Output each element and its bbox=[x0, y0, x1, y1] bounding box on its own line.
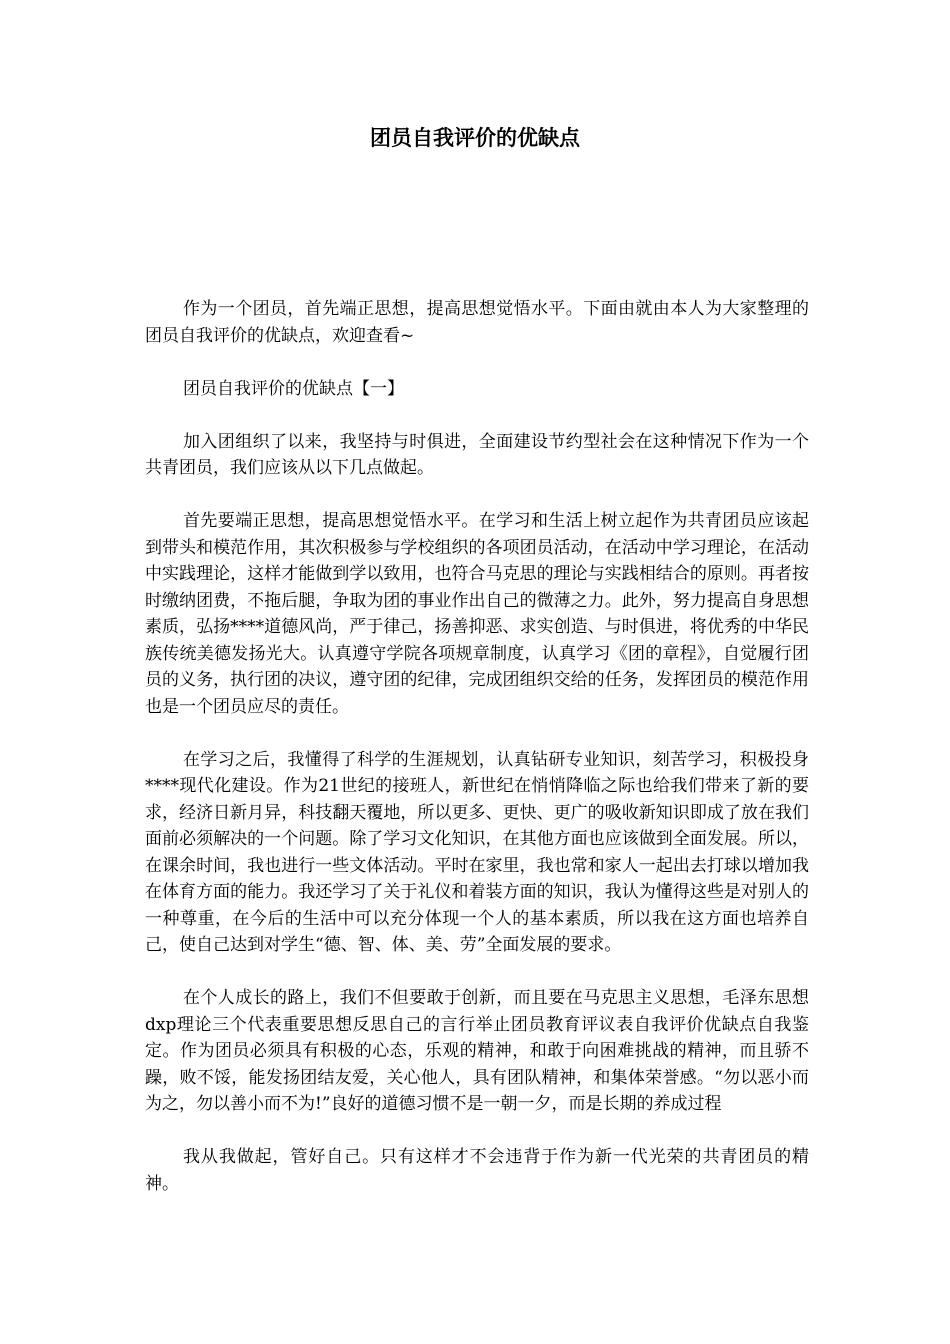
document-title: 团员自我评价的优缺点 bbox=[370, 126, 580, 150]
document-body bbox=[145, 296, 809, 1224]
intro-paragraph: 作为一个团员，首先端正思想，提高思想觉悟水平。下面由就由本人为大家整理的团员自我评价的优缺点，欢迎查看~ bbox=[145, 299, 809, 346]
body-paragraph: 首先要端正思想，提高思想觉悟水平。在学习和生活上树立起作为共青团员应该起到带头和模范作用，其次积极参与学校组织的各项团员活动，在活动中学习理论，在活动中实践理论，这样才能做到学以致用，也符合马克思的理论与实践相结合的原则。再者按时缴纳团费，不拖后腿，争取为团的事业作出自己的微薄之力。此外，努力提高自身思想素质，弘扬****道德风尚，严于律己，扬善抑恶、求实创造、与时俱进，将优秀的中华民族传统美德发扬光大。认真遵守学院各项规章制度，认真学习《团的章程》，自觉履行团员的义务，执行团的决议，遵守团的纪律，完成团组织交给的任务，发挥团员的模范作用也是一个团员应尽的责任。 bbox=[145, 511, 809, 717]
body-paragraph: 在学习之后，我懂得了科学的生涯规划，认真钻研专业知识，刻苦学习，积极投身****现代化建设。作为21世纪的接班人，新世纪在悄悄降临之际也给我们带来了新的要求，经济日新月异，科技翻天覆地，所以更多、更快、更广的吸收新知识即成了放在我们面前必须解决的一个问题。除了学习文化知识，在其他方面也应该做到全面发展。所以，在课余时间，我也进行一些文体活动。平时在家里，我也常和家人一起出去打球以增加我在体育方面的能力。我还学习了关于礼仪和着装方面的知识，我认为懂得这些是对别人的一种尊重，在今后的生活中可以充分体现一个人的基本素质，所以我在这方面也培养自己，使自己达到对学生“德、智、体、美、劳”全面发展的要求。 bbox=[145, 749, 809, 955]
closing-paragraph: 我从我做起，管好自己。只有这样才不会违背于作为新一代光荣的共青团员的精神。 bbox=[145, 1147, 809, 1194]
section-heading: 团员自我评价的优缺点【一】 bbox=[183, 378, 404, 399]
body-paragraph: 加入团组织了以来，我坚持与时俱进，全面建设节约型社会在这种情况下作为一个共青团员，我们应该从以下几点做起。 bbox=[145, 431, 809, 478]
body-paragraph: 在个人成长的路上，我们不但要敢于创新，而且要在马克思主义思想，毛泽东思想dxp理论三个代表重要思想反思自己的言行举止团员教育评议表自我评价优缺点自我鉴定。作为团员必须具有积极的心态，乐观的精神，和敢于向困难挑战的精神，而且骄不躁，败不馁，能发扬团结友爱，关心他人，具有团队精神，和集体荣誉感。“勿以恶小而为之，勿以善小而不为!”良好的道德习惯不是一朝一夕，而是长期的养成过程 bbox=[145, 988, 809, 1114]
